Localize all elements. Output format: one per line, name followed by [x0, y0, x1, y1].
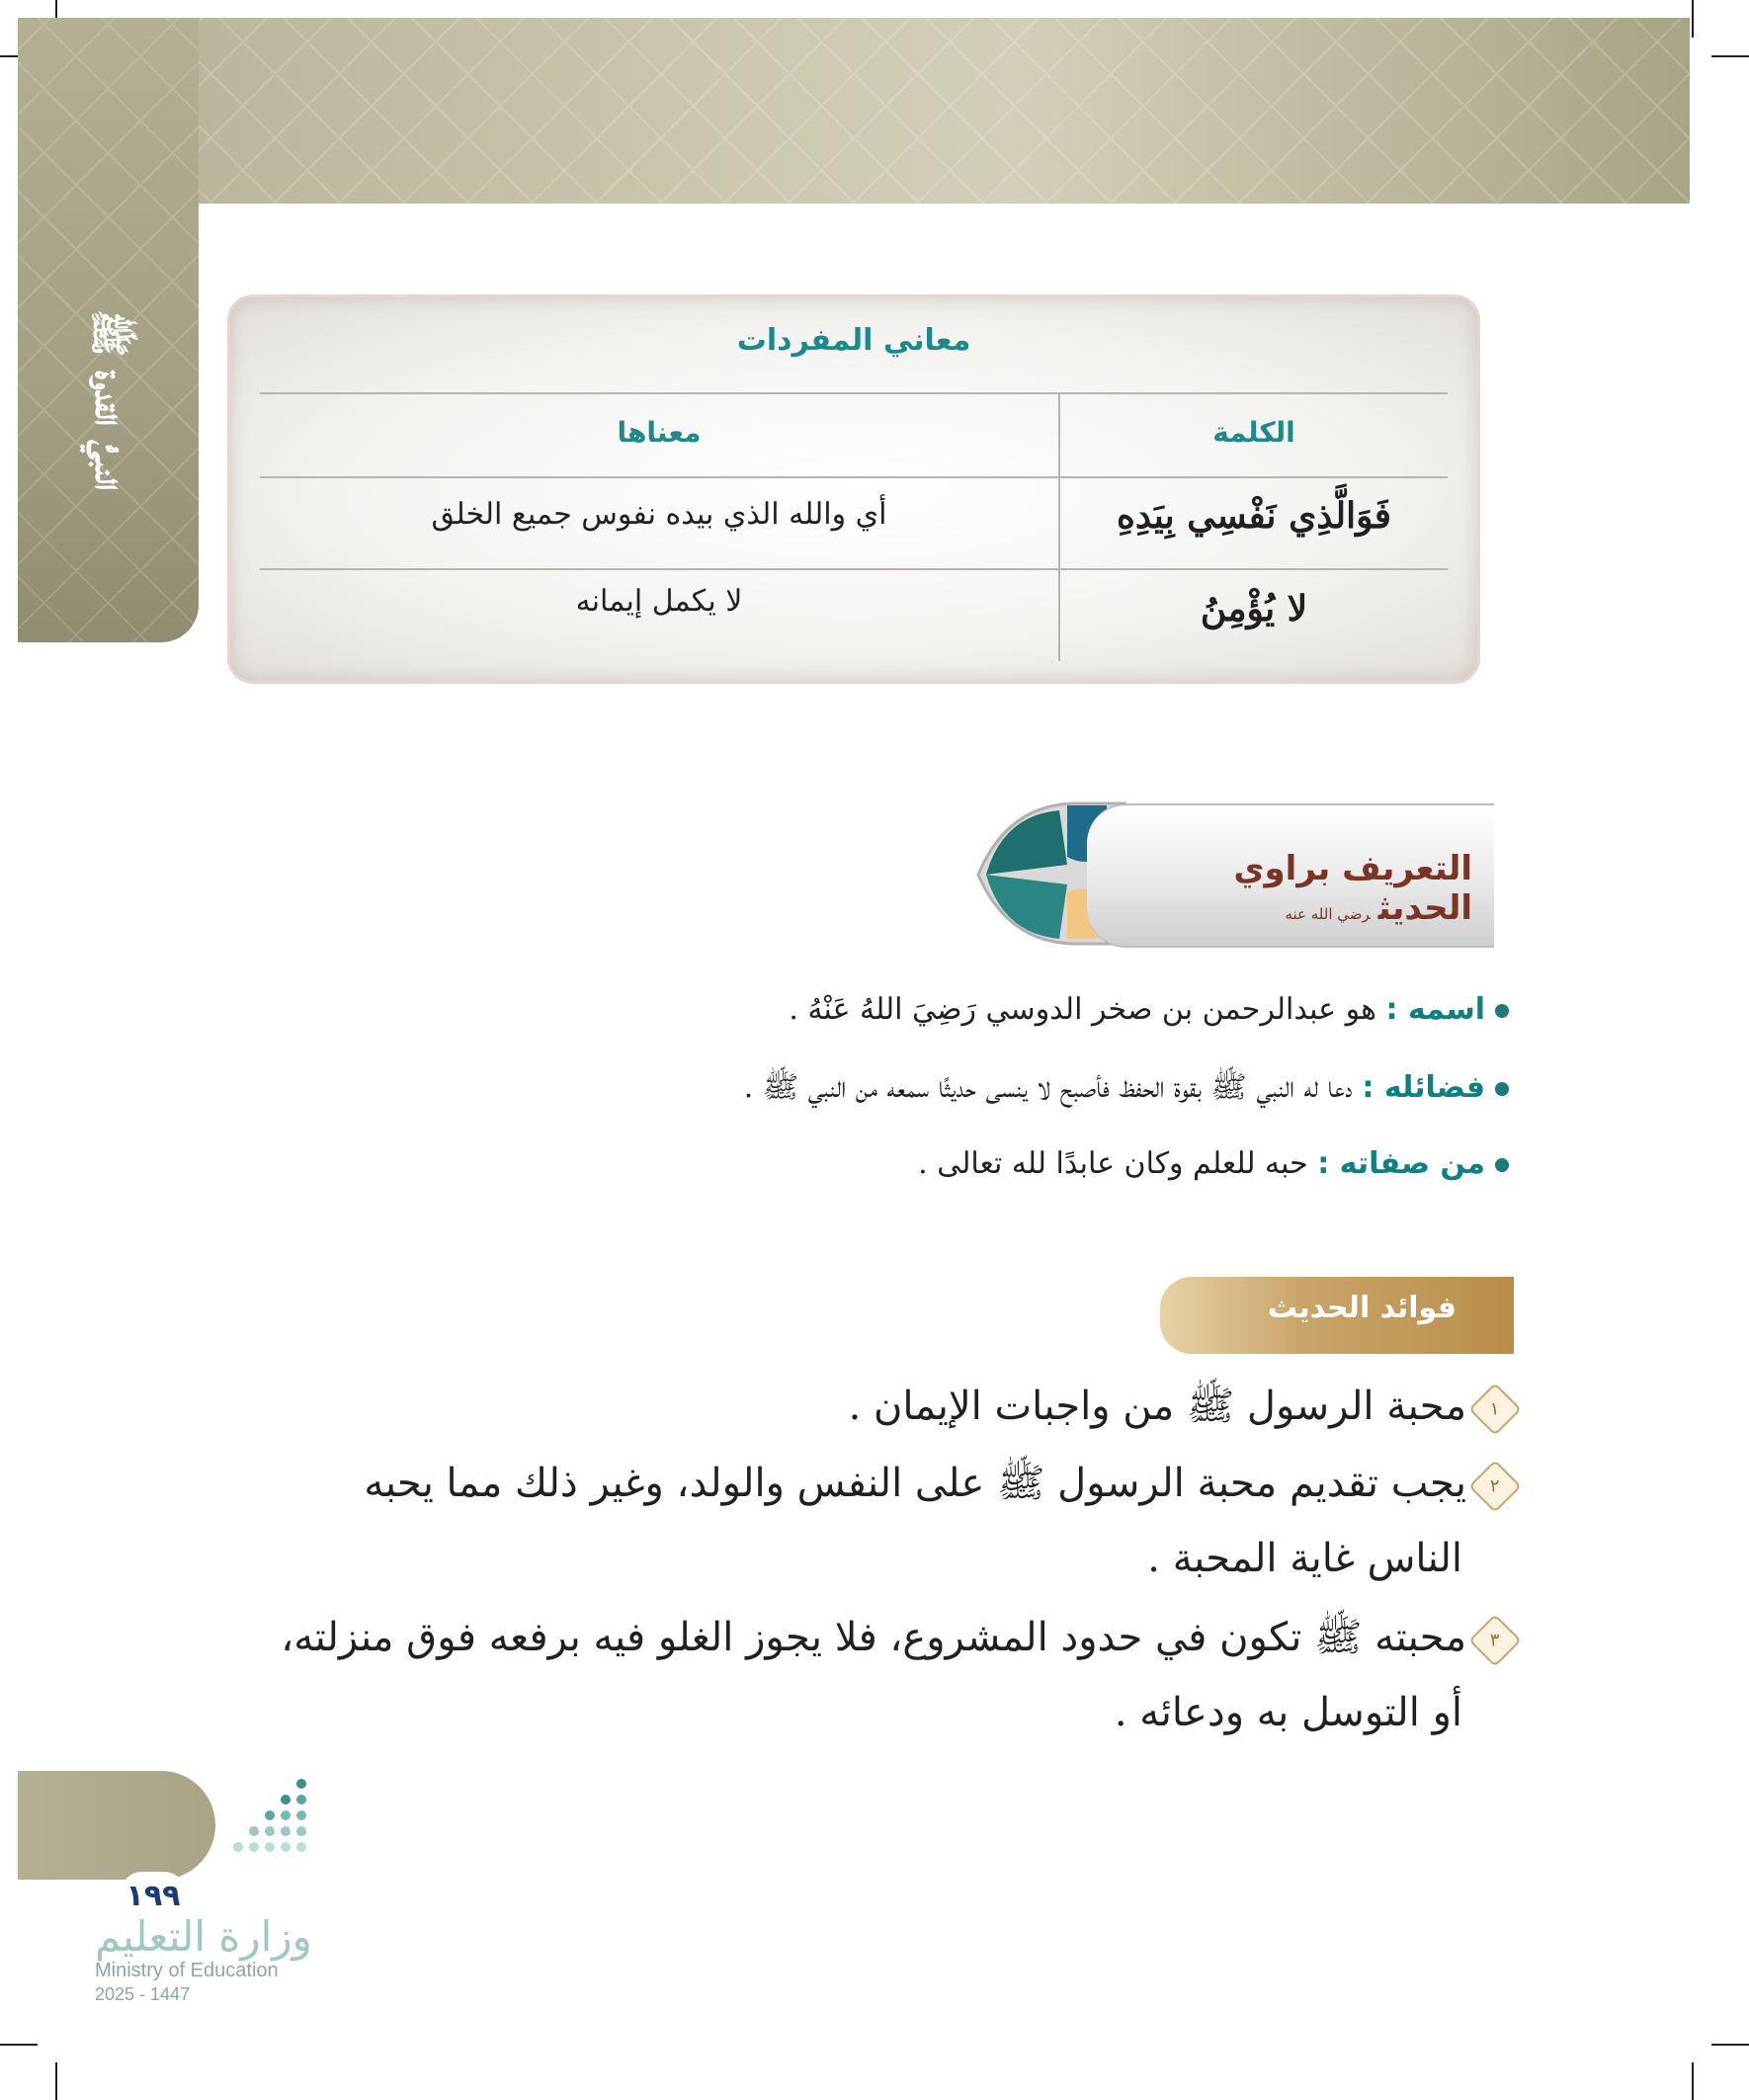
benefit-continuation: الناس غاية المحبة . — [1147, 1536, 1462, 1581]
vocab-meaning: لا يكمل إيمانه — [575, 584, 743, 619]
narrator-item — [918, 1146, 1509, 1181]
benefit-number: ٢ — [1490, 1475, 1500, 1497]
banner-bar — [1087, 803, 1494, 948]
header-band — [18, 18, 1690, 204]
narrator-item-text: حبه للعلم وكان عابدًا لله تعالى . — [918, 1146, 1308, 1181]
benefits-section-banner — [1160, 1277, 1514, 1354]
column-header-word: الكلمة — [1212, 416, 1295, 449]
benefit-number-icon — [1468, 1460, 1522, 1513]
crop-mark — [1692, 2062, 1694, 2100]
narrator-item-label: فضائله : — [1362, 1070, 1485, 1105]
narrator-item-text: دعا له النبي ﷺ بقوة الحفظ فأصبح لا ينسى حديثًا سمعه من النبي ﷺ . — [743, 1070, 1353, 1105]
narrator-title — [1087, 849, 1472, 928]
bullet-icon — [1495, 1158, 1509, 1172]
benefit-number: ١ — [1490, 1398, 1500, 1420]
vocab-word: فَوَالَّذِي نَفْسِي بِيَدِهِ — [1117, 495, 1391, 537]
divider — [260, 568, 1448, 570]
narrator-item-text: هو عبدالرحمن بن صخر الدوسي رَضِيَ اللهُ عَنْهُ . — [789, 992, 1376, 1027]
ministry-name-ar: وزارة التعليم — [95, 1912, 312, 1961]
crop-mark — [55, 2062, 57, 2100]
narrator-item-label: من صفاته : — [1317, 1146, 1485, 1181]
crop-mark — [0, 2044, 38, 2046]
unit-title: النبيُّ القدوة ﷺ — [86, 309, 132, 491]
crop-mark — [1692, 0, 1694, 38]
benefit-number-icon — [1468, 1614, 1522, 1667]
crop-mark — [1711, 55, 1749, 57]
divider — [260, 476, 1448, 478]
benefit-text: يجب تقديم محبة الرسول ﷺ على النفس والولد، وغير ذلك مما يحبه — [364, 1461, 1466, 1506]
narrator-item — [744, 1069, 1509, 1112]
ministry-name-en: Ministry of Education — [95, 1960, 279, 1981]
vocab-meaning: أي والله الذي بيده نفوس جميع الخلق — [431, 497, 887, 532]
vocabulary-table — [227, 294, 1480, 684]
benefit-number-icon — [1468, 1383, 1522, 1436]
narrator-item-label: اسمه : — [1385, 992, 1485, 1027]
benefit-continuation: أو التوسل به ودعائه . — [1114, 1690, 1462, 1735]
edition-year: 2025 - 1447 — [95, 1984, 191, 2004]
benefit-item — [364, 1459, 1514, 1516]
narrator-item — [789, 992, 1509, 1027]
bullet-icon — [1495, 1004, 1509, 1018]
bullet-icon — [1495, 1082, 1509, 1096]
column-header-meaning: معناها — [617, 416, 702, 449]
page-number: ١٩٩ — [121, 1872, 186, 1921]
benefits-title: فوائد الحديث — [1267, 1291, 1457, 1325]
vocab-word: لا يُؤْمِنُ — [1200, 588, 1308, 630]
vocabulary-title: معاني المفردات — [736, 323, 971, 358]
narrator-title-text: التعريف براوي الحديث — [1233, 849, 1472, 928]
crop-mark — [1711, 2044, 1749, 2046]
benefit-text: محبة الرسول ﷺ من واجبات الإيمان . — [848, 1384, 1466, 1429]
benefit-item — [849, 1382, 1514, 1439]
narrator-honorific: رضي الله عنه — [1285, 905, 1371, 923]
page-number-badge — [18, 1771, 215, 1880]
benefit-number: ٣ — [1490, 1630, 1500, 1651]
benefit-item — [281, 1613, 1514, 1670]
divider — [260, 392, 1448, 394]
narrator-section-banner — [968, 796, 1517, 973]
benefit-text: محبته ﷺ تكون في حدود المشروع، فلا يجوز الغلو فيه برفعه فوق منزلته، — [281, 1615, 1466, 1660]
